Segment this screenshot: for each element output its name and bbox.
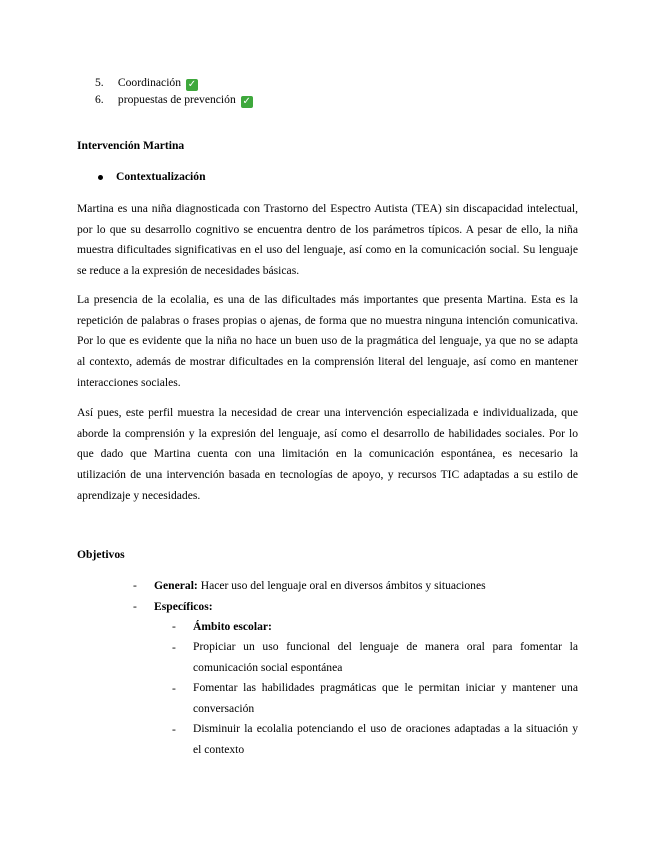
item-line: Propiciar un uso funcional del lenguaje de manera oral para fomentar la [193,640,578,653]
item-text: Coordinación [117,76,182,89]
dash-marker: - [133,600,137,613]
item-line: comunicación social espontánea [193,660,343,674]
numbered-item-6 [95,93,253,108]
paragraph-line: Así pues, este perfil muestra la necesidad de crear una intervención especializada e individualizada, que [77,406,578,419]
paragraph-line: utilización de una intervención basada en tecnologías de apoyo, y recursos TIC adaptadas a su estilo de [77,468,578,482]
check-mark-icon: ✓ [187,79,197,90]
bullet-icon [98,175,103,180]
specific-objective-item [193,678,578,719]
paragraph-line: por lo que su desarrollo cognitivo se encuentra dentro de los parámetros típicos. A pesar de ello, la niña [77,222,578,236]
dash-marker: - [172,723,176,736]
section-title: Intervención Martina [77,139,185,152]
paragraph-3 [77,403,578,506]
paragraph-line: se reduce a la expresión de necesidades básicas. [77,264,300,278]
paragraph-line: Por lo que es evidente que la niña no hace un buen uso de la pragmática del lenguaje, ya que no se adapta [77,334,578,348]
item-line: conversación [193,701,255,715]
paragraph-line: al contexto, además de mostrar dificultades en la comprensión literal del lenguaje, así como en mantener [77,355,578,369]
paragraph-line: que dado que Martina cuenta con una limitación en la comunicación espontánea, es necesario la [77,447,578,461]
paragraph-line: interacciones sociales. [77,375,181,389]
dash-marker: - [172,682,176,695]
item-line: el contexto [193,742,245,756]
general-text: Hacer uso del lenguaje oral en diversos ámbitos y situaciones [197,579,486,592]
paragraph-line: aborde la comprensión y la expresión del lenguaje, así como el desarrollo de habilidades sociales. Por lo [77,426,578,440]
paragraph-2 [77,290,578,393]
paragraph-line: La presencia de la ecolalia, es una de las dificultades más importantes que presenta Martina. Esta es la [77,293,578,306]
general-objective [154,579,486,592]
check-mark-icon: ✓ [242,96,251,107]
dash-marker: - [133,579,137,592]
school-scope-label: Ámbito escolar: [193,620,272,633]
paragraph-line: muestra dificultades significativas en el uso del lenguaje, así como en la comunicación social. Su lenguaje [77,243,578,257]
numbered-item-5 [95,76,198,91]
paragraph-line: repetición de palabras o frases propias o ajenas, de forma que no muestra ninguna intención comunicativa. [77,313,578,327]
dash-marker: - [172,641,176,654]
paragraph-line: aprendizaje y necesidades. [77,488,201,502]
specific-objective-item [193,719,578,760]
paragraph-1 [77,199,578,282]
general-label: General: [154,579,198,592]
paragraph-line: Martina es una niña diagnosticada con Trastorno del Espectro Autista (TEA) sin discapacidad intelectual, [77,202,578,215]
objectives-title: Objetivos [77,548,125,561]
item-line: Disminuir la ecolalia potenciando el uso de oraciones adaptadas a la situación y [193,722,578,735]
item-number: 5. [95,76,104,89]
bullet-heading: Contextualización [116,170,206,183]
specific-objective-item [193,637,578,678]
item-text: propuestas de prevención [117,93,236,106]
specific-label: Específicos: [154,600,213,613]
dash-marker: - [172,620,176,633]
item-line: Fomentar las habilidades pragmáticas que le permitan iniciar y mantener una [193,681,578,694]
item-number: 6. [95,93,104,106]
